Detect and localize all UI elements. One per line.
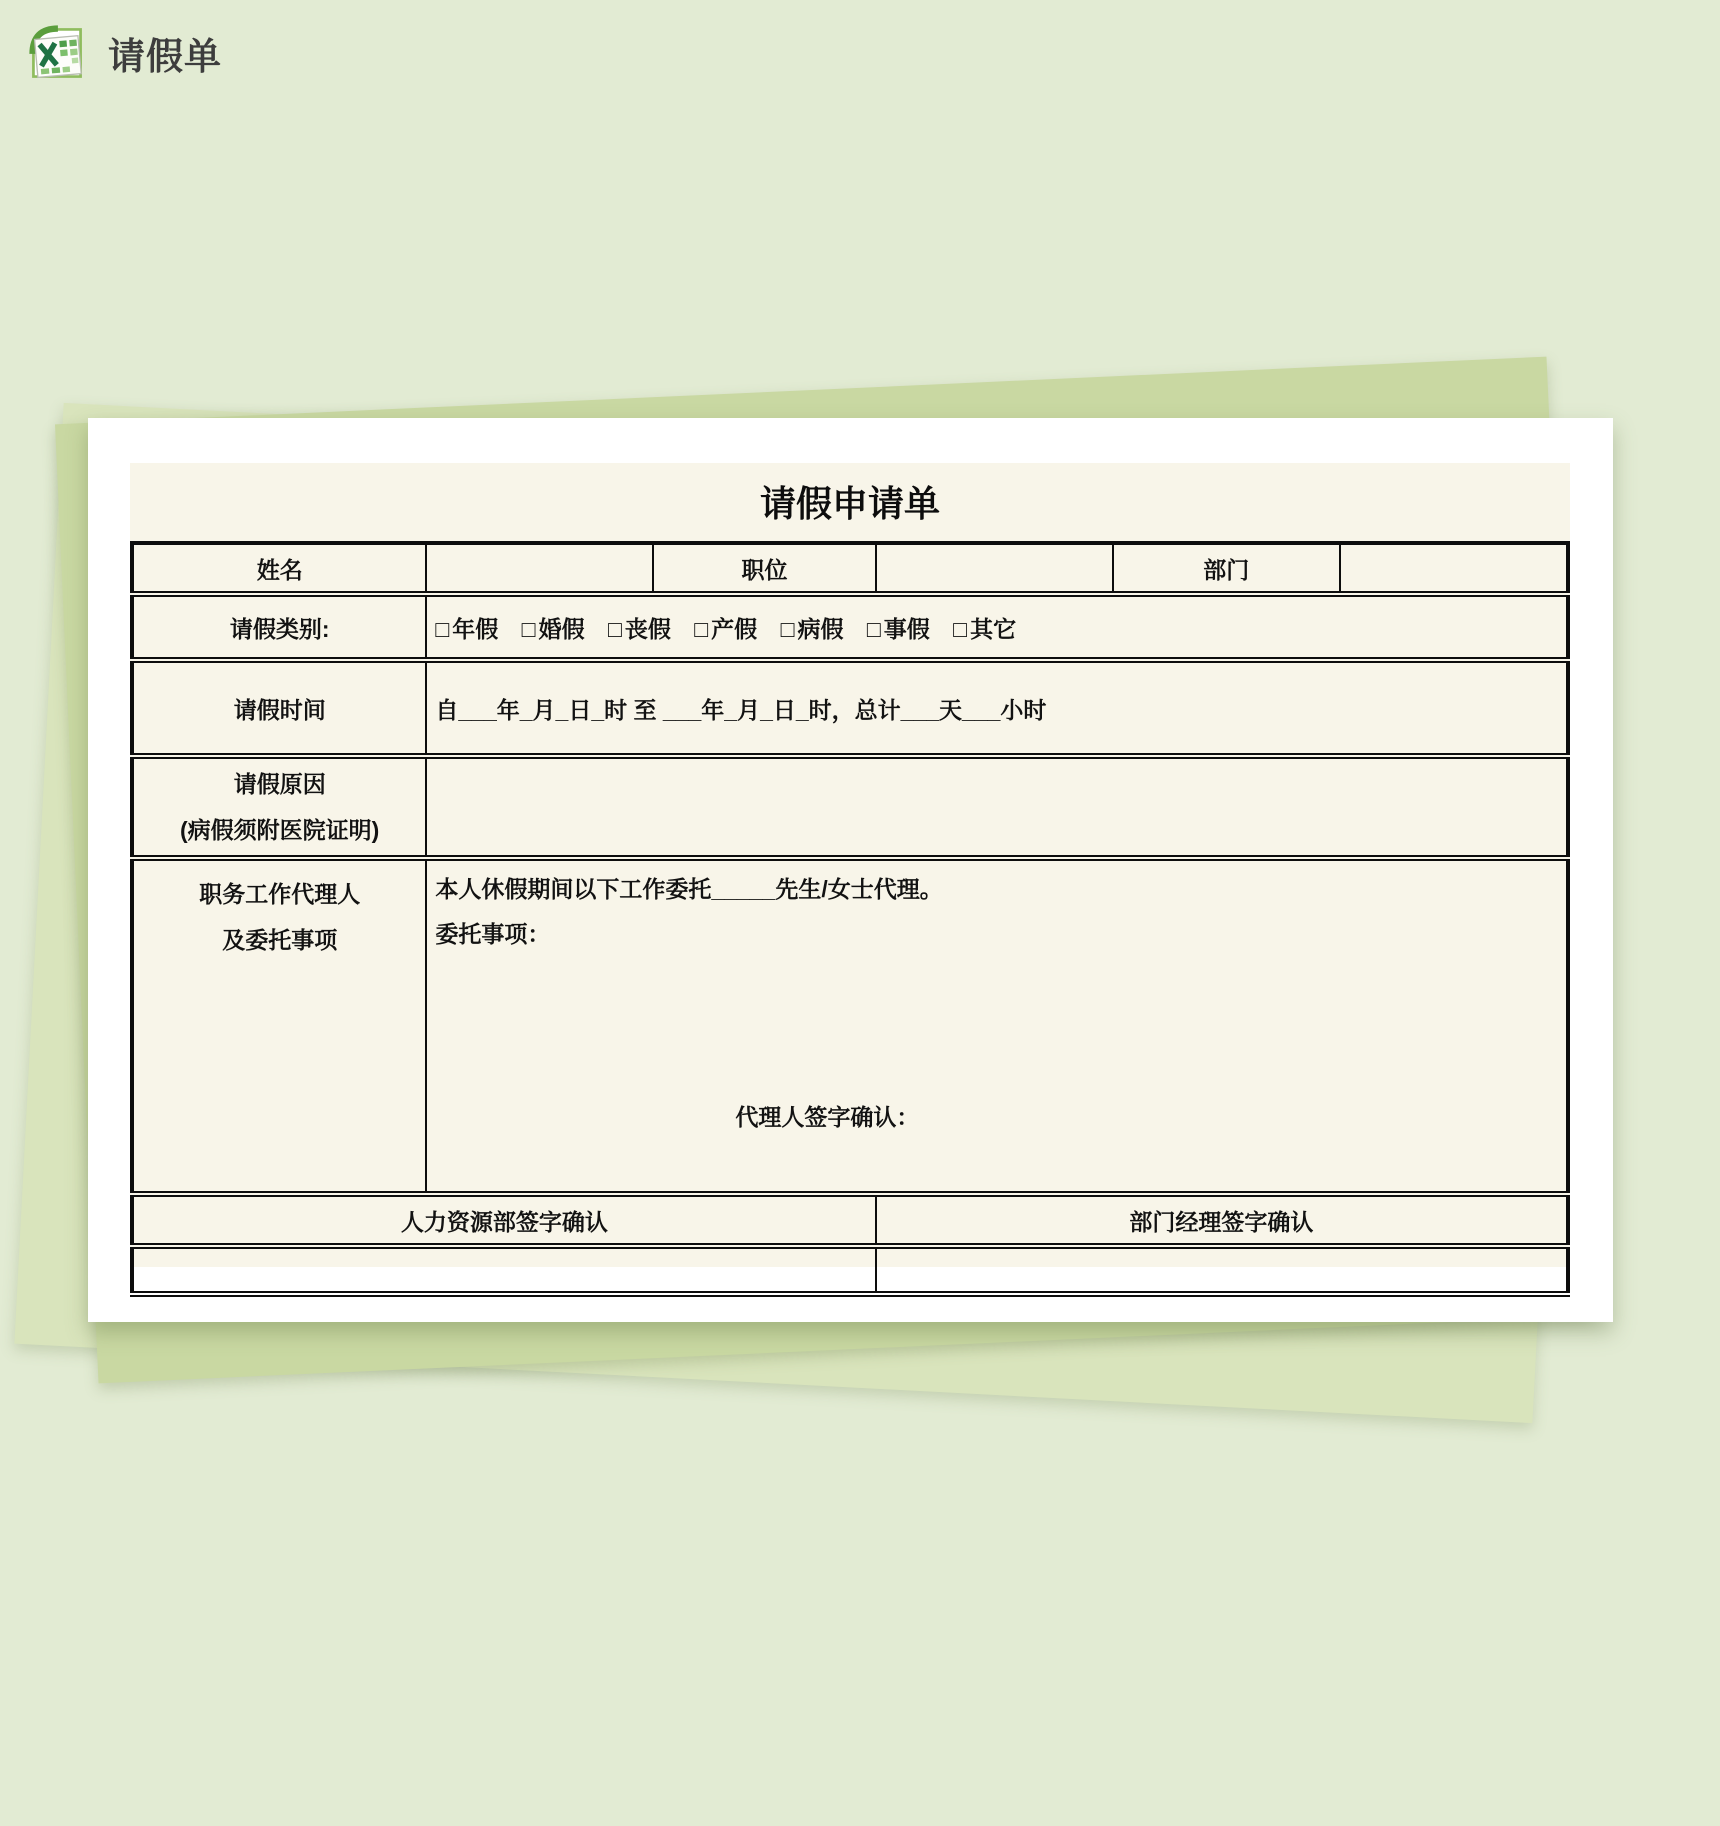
leave-time-label: 请假时间 xyxy=(132,660,426,756)
checkbox-icon[interactable]: □ xyxy=(435,615,450,642)
manager-approval-label: 部门经理签字确认 xyxy=(876,1194,1568,1246)
form-title: 请假申请单 xyxy=(759,483,940,524)
manager-signature-cell[interactable] xyxy=(876,1246,1568,1294)
leave-type-option-maternity[interactable]: □ 产假 xyxy=(694,615,758,642)
leave-type-option-sick[interactable]: □ 病假 xyxy=(780,615,844,642)
department-label: 部门 xyxy=(1113,543,1340,594)
row-leave-time xyxy=(132,660,1568,756)
row-basic-info xyxy=(132,543,1568,594)
hr-approval-label: 人力资源部签字确认 xyxy=(132,1194,876,1246)
form-card xyxy=(88,418,1613,1322)
department-value-cell[interactable] xyxy=(1340,543,1568,594)
name-label: 姓名 xyxy=(132,543,426,594)
delegate-content-cell[interactable] xyxy=(426,858,1568,1194)
delegate-statement: 本人休假期间以下工作委托_____先生/女士代理。 xyxy=(435,876,943,902)
row-leave-reason xyxy=(132,756,1568,858)
form-sheet xyxy=(130,463,1570,1267)
leave-reason-value-cell[interactable] xyxy=(426,756,1568,858)
checkbox-icon[interactable]: □ xyxy=(607,615,622,642)
delegate-label: 职务工作代理人 及委托事项 xyxy=(132,858,426,1194)
row-leave-type xyxy=(132,594,1568,660)
position-label: 职位 xyxy=(653,543,876,594)
page-header xyxy=(28,24,222,82)
name-value-cell[interactable] xyxy=(426,543,653,594)
checkbox-icon[interactable]: □ xyxy=(953,615,968,642)
leave-type-option-bereavement[interactable]: □ 丧假 xyxy=(607,615,671,642)
leave-type-option-annual[interactable]: □ 年假 xyxy=(435,615,499,642)
hr-signature-cell[interactable] xyxy=(132,1246,876,1294)
leave-type-option-marriage[interactable]: □ 婚假 xyxy=(521,615,585,642)
app-title: 请假单 xyxy=(108,36,222,77)
row-delegate xyxy=(132,858,1568,1194)
position-value-cell[interactable] xyxy=(876,543,1113,594)
row-approval-signatures xyxy=(132,1246,1568,1294)
excel-icon xyxy=(28,24,86,82)
leave-reason-label: 请假原因 (病假须附医院证明) xyxy=(132,756,426,858)
checkbox-icon[interactable]: □ xyxy=(866,615,881,642)
checkbox-icon[interactable]: □ xyxy=(521,615,536,642)
row-approval-headers xyxy=(132,1194,1568,1246)
leave-type-options-cell xyxy=(426,594,1568,660)
entrusted-matters-label: 委托事项： xyxy=(435,921,551,947)
leave-form-table xyxy=(130,541,1570,1297)
leave-type-label: 请假类别: xyxy=(132,594,426,660)
leave-type-option-other[interactable]: □ 其它 xyxy=(953,615,1017,642)
leave-type-option-personal[interactable]: □ 事假 xyxy=(866,615,930,642)
checkbox-icon[interactable]: □ xyxy=(694,615,709,642)
leave-time-value-cell[interactable]: 自___年_月_日_时 至 ___年_月_日_时，总计___天___小时 xyxy=(426,660,1568,756)
checkbox-icon[interactable]: □ xyxy=(780,615,795,642)
delegate-signature-label[interactable]: 代理人签字确认： xyxy=(735,1104,920,1130)
